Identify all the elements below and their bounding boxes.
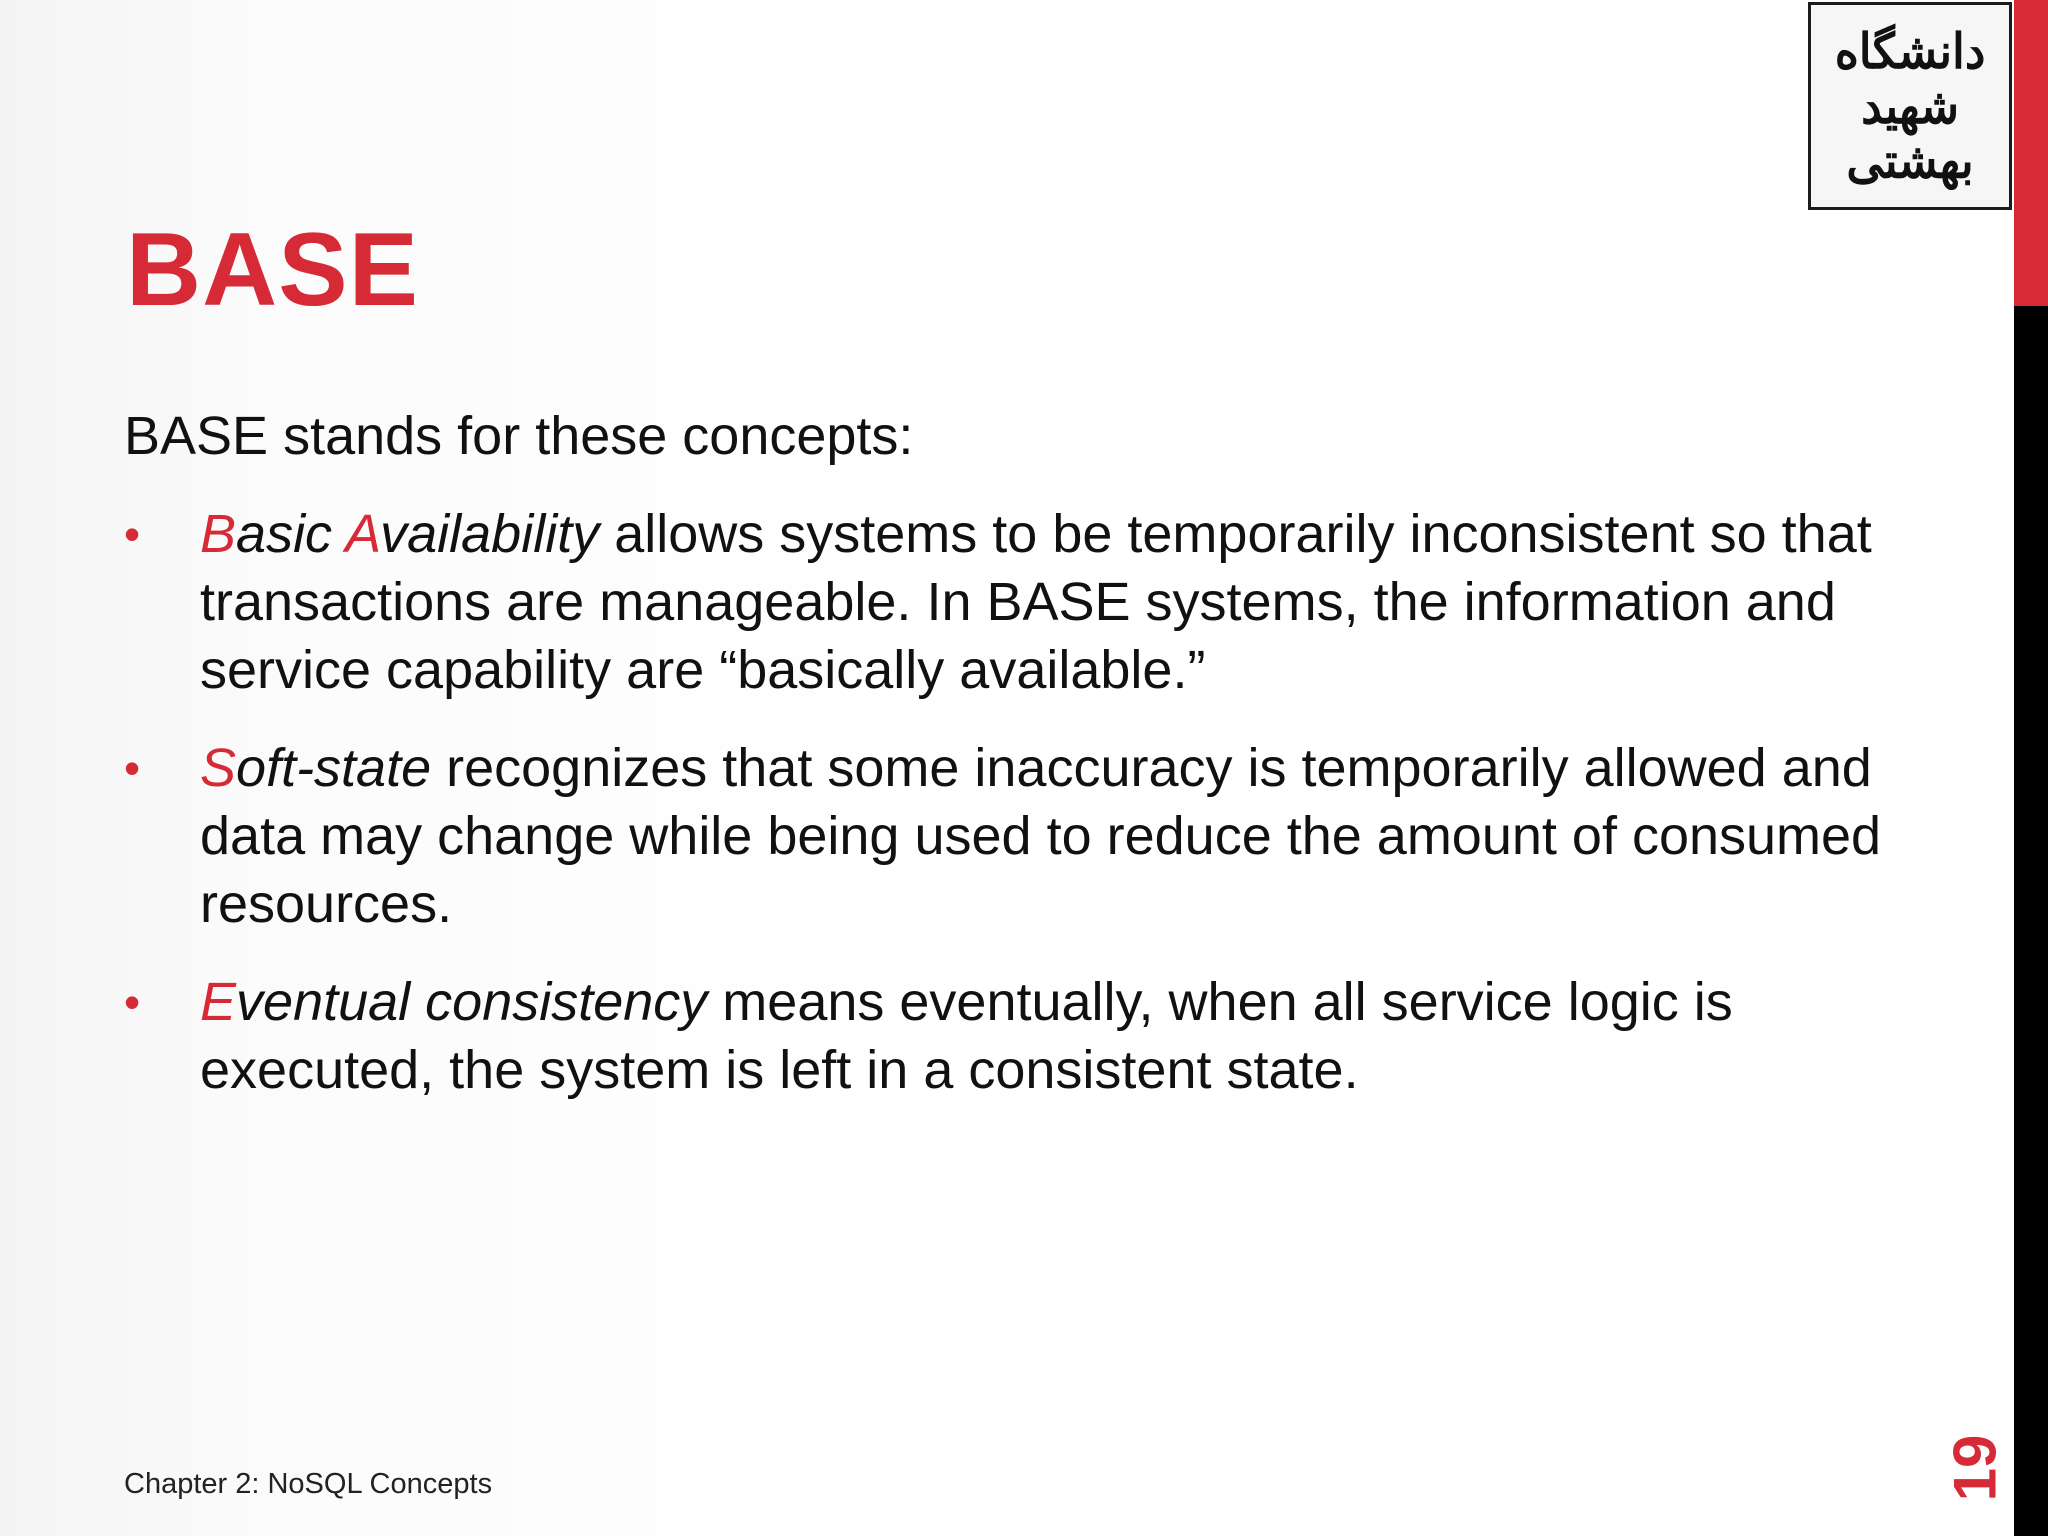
term-initial: B — [200, 504, 237, 564]
term-initial: E — [200, 972, 237, 1032]
bullet-list — [124, 500, 1884, 1104]
slide-body — [124, 402, 1884, 1134]
bullet-term — [200, 504, 599, 564]
term-rest: vailability — [380, 504, 600, 564]
term-rest: oft-state — [236, 738, 432, 798]
bullet-term — [200, 972, 707, 1032]
slide-title: BASE — [126, 212, 419, 328]
accent-bar-black — [2014, 306, 2048, 1536]
bullet-description: allows systems to be temporarily inconsistent so that transactions are manageable. In BASE systems, the information and service capability are “basically available.” — [200, 504, 1872, 700]
bullet-eventual-consistency — [124, 968, 1884, 1104]
university-logo — [1808, 2, 2012, 210]
bullet-icon: • — [124, 508, 141, 560]
term-initial: A — [345, 504, 381, 564]
term-rest: ventual consistency — [236, 972, 708, 1032]
intro-text: BASE stands for these concepts: — [124, 406, 914, 466]
term-initial: S — [200, 738, 237, 798]
bullet-description: means eventually, when all service logic is executed, the system is left in a consistent state. — [200, 972, 1733, 1100]
term-rest: asic — [236, 504, 346, 564]
bullet-basic-availability — [124, 500, 1884, 704]
bullet-icon: • — [124, 976, 141, 1028]
bullet-description: recognizes that some inaccuracy is temporarily allowed and data may change while being used to reduce the amount of consumed resources. — [200, 738, 1882, 934]
page-number: 19 — [1941, 1434, 2009, 1502]
logo-calligraphy: دانشگاه شهید بهشتی — [1834, 23, 1986, 189]
bullet-term — [200, 738, 431, 798]
accent-bar-red — [2014, 0, 2048, 306]
bullet-soft-state — [124, 734, 1884, 938]
slide-footer: Chapter 2: NoSQL Concepts — [124, 1468, 493, 1500]
bullet-icon: • — [124, 742, 141, 794]
